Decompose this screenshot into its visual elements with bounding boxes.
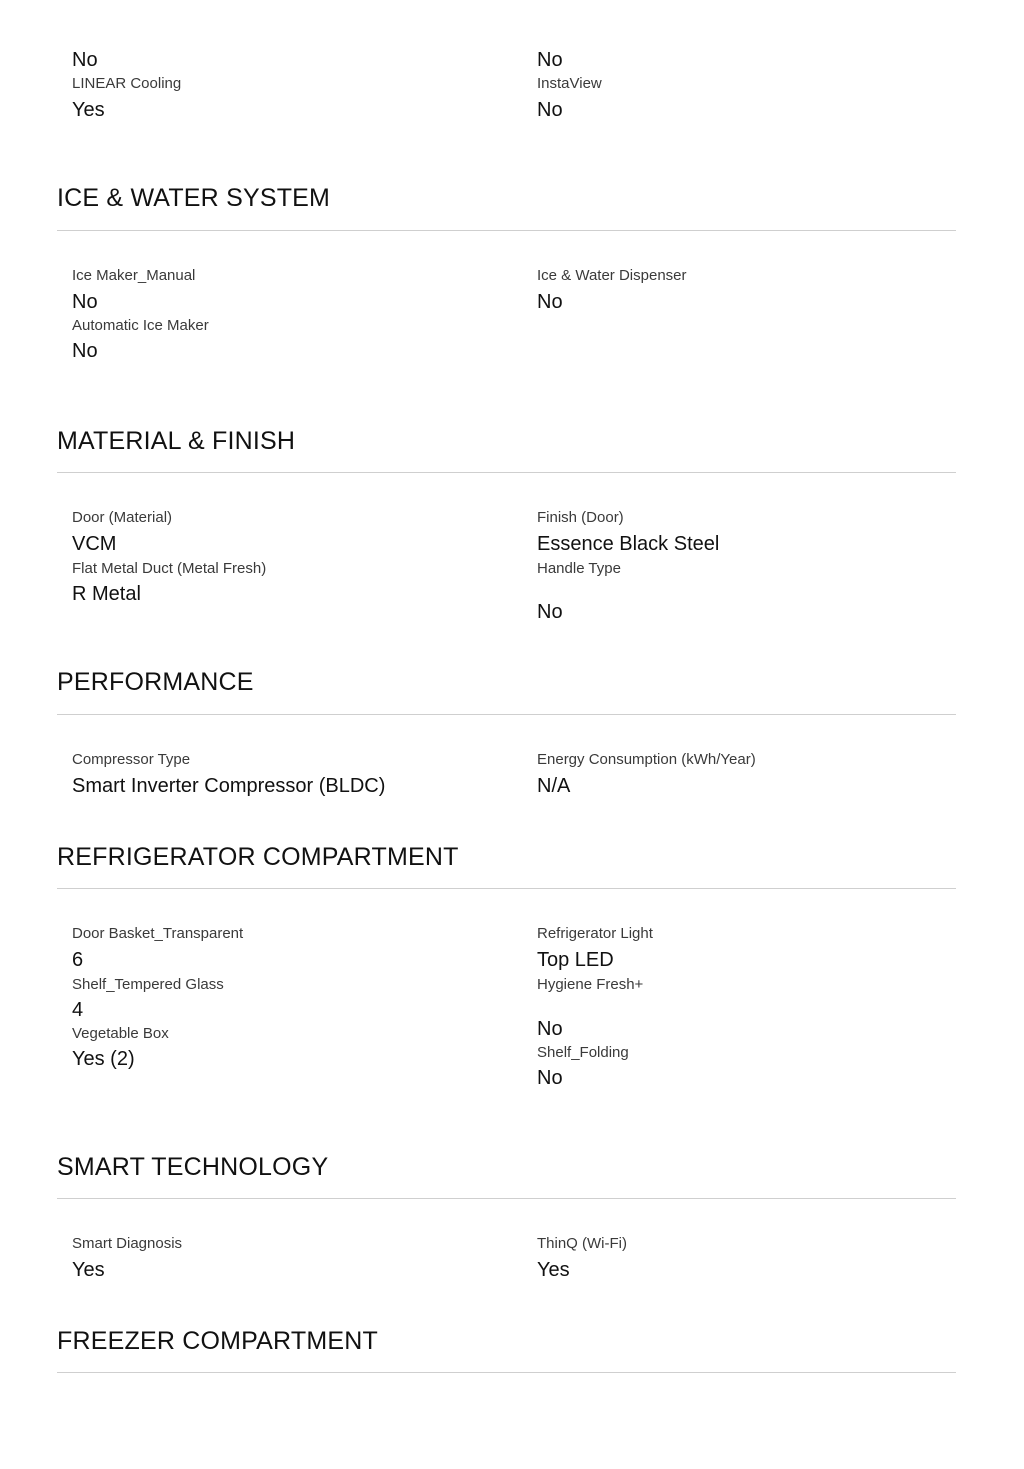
spec-value: Yes [72,1259,105,1281]
spec-value: Smart Inverter Compressor (BLDC) [72,775,386,797]
section-title-performance: PERFORMANCE [57,668,254,696]
spec-value: Yes [72,99,105,121]
spec-label: Smart Diagnosis [72,1235,183,1252]
spec-label: Ice Maker_Manual [72,267,196,284]
spec-label: Flat Metal Duct (Metal Fresh) [72,560,267,577]
section-divider [57,1372,956,1373]
spec-label: Shelf_Tempered Glass [72,976,224,993]
spec-value: N/A [537,775,571,797]
spec-label: Door (Material) [72,509,173,526]
spec-label: Refrigerator Light [537,925,653,942]
spec-label: Finish (Door) [537,509,624,526]
spec-label: Door Basket_Transparent [72,925,244,942]
spec-value: No [537,99,563,121]
section-title-ice-water: ICE & WATER SYSTEM [57,184,331,212]
spec-value: Yes (2) [72,1048,135,1070]
section-divider [57,714,956,715]
section-divider [57,888,956,889]
spec-value: No [72,49,98,71]
spec-label: Automatic Ice Maker [72,317,209,334]
spec-value: R Metal [72,583,141,605]
spec-value: No [72,291,98,313]
spec-label: LINEAR Cooling [72,75,182,92]
spec-value: 4 [72,999,84,1021]
spec-label: Compressor Type [72,751,191,768]
spec-label: Shelf_Folding [537,1044,629,1061]
spec-label: Handle Type [537,560,621,577]
spec-value: Essence Black Steel [537,533,720,555]
spec-label: Hygiene Fresh+ [537,976,644,993]
spec-value: VCM [72,533,117,555]
section-divider [57,1198,956,1199]
spec-value: No [537,49,563,71]
spec-value: No [537,601,563,623]
spec-value: 6 [72,949,84,971]
spec-value: No [537,1067,563,1089]
section-title-material-finish: MATERIAL & FINISH [57,427,296,455]
spec-label: ThinQ (Wi-Fi) [537,1235,627,1252]
spec-value: Yes [537,1259,570,1281]
spec-value: No [537,291,563,313]
spec-value: No [537,1018,563,1040]
section-divider [57,472,956,473]
spec-label: Ice & Water Dispenser [537,267,687,284]
section-title-refrigerator: REFRIGERATOR COMPARTMENT [57,843,459,871]
spec-value: No [72,340,98,362]
section-title-freezer: FREEZER COMPARTMENT [57,1327,378,1355]
spec-value: Top LED [537,949,614,971]
section-title-smart-technology: SMART TECHNOLOGY [57,1153,329,1181]
spec-label: Energy Consumption (kWh/Year) [537,751,756,768]
section-divider [57,230,956,231]
spec-label: Vegetable Box [72,1025,169,1042]
spec-label: InstaView [537,75,602,92]
